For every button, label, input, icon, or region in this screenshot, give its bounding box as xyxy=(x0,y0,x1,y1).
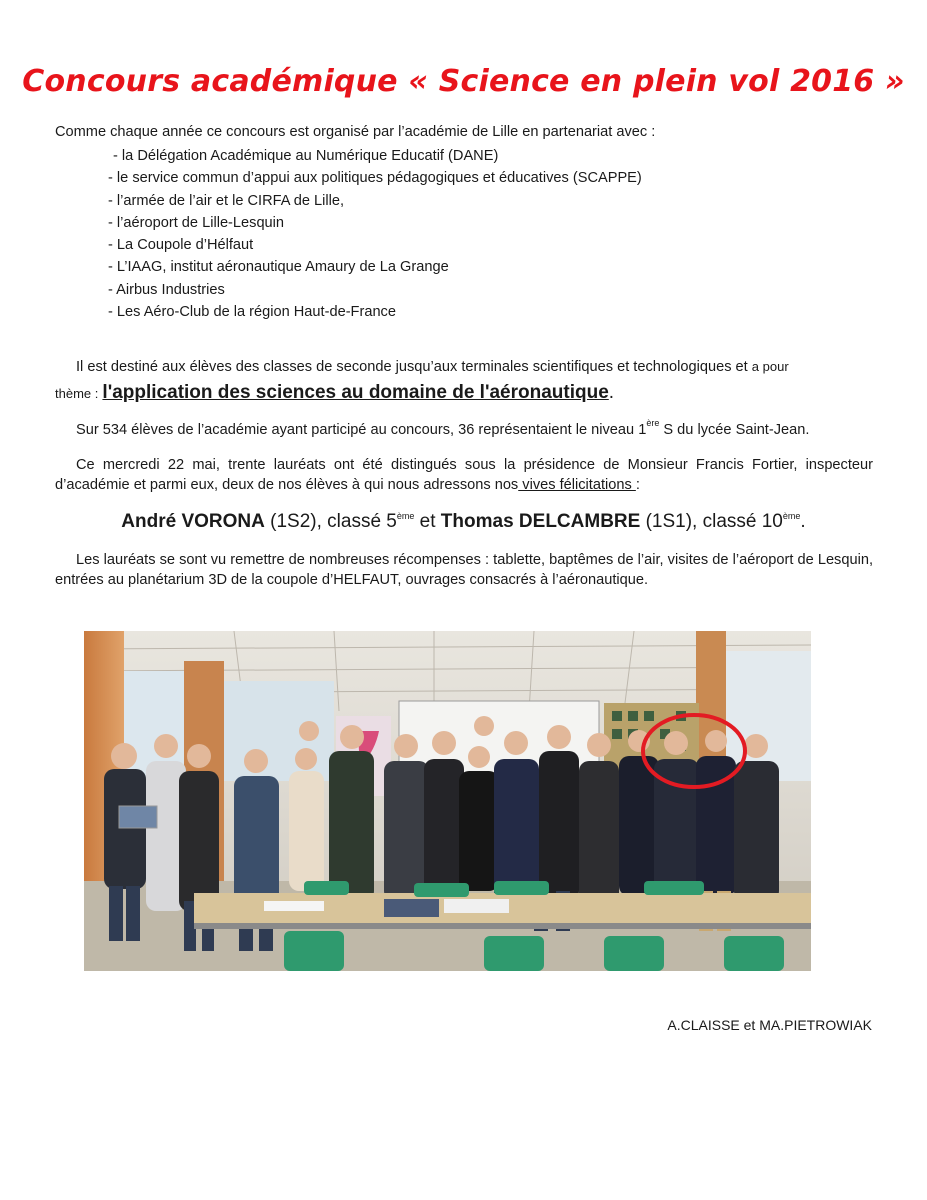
rewards-text: Les lauréats se sont vu remettre de nombreuses récompenses : tablette, baptêmes de l’air, visites de l’aéroport de Lesquin, entrées au planétarium 3D de la coupole d’HELFAUT, ouvrages consacrés à l’aéronautique. xyxy=(55,552,873,588)
winner-2-sup: ème xyxy=(782,511,801,521)
audience-text-small: a pour xyxy=(751,359,789,374)
partner-item: - l’armée de l’air et le CIRFA de Lille, xyxy=(108,192,345,209)
ceremony-text: Ce mercredi 22 mai, trente lauréats ont été distingués sous la présidence de Monsieur Francis Fortier, inspecteur d’académie et parmi eux, deux de nos élèves à qui nous adressons nos xyxy=(55,457,873,493)
partner-list xyxy=(108,146,642,324)
winner-1-name: André VORONA xyxy=(121,511,265,532)
partner-item: - La Coupole d’Hélfaut xyxy=(108,237,254,254)
partner-item: - L’IAAG, institut aéronautique Amaury de La Grange xyxy=(108,259,449,276)
partner-item: - l’aéroport de Lille-Lesquin xyxy=(108,214,285,231)
ceremony-underlined: vives félicitations xyxy=(518,477,636,493)
page-title: Concours académique « Science en plein vol 2016 » xyxy=(22,64,905,99)
group-photo xyxy=(84,631,811,971)
paragraph-audience xyxy=(55,357,873,377)
winner-1-rank: (1S2), classé 5 xyxy=(264,511,397,532)
participants-text-end: S du lycée Saint-Jean. xyxy=(659,422,810,438)
participants-text: Sur 534 élèves de l’académie ayant participé au concours, 36 représentaient le niveau 1 xyxy=(76,422,647,438)
intro-text: Comme chaque année ce concours est organisé par l’académie de Lille en partenariat avec : xyxy=(55,124,656,140)
paragraph-ceremony xyxy=(55,455,873,495)
winners-line xyxy=(0,509,927,535)
theme-highlight: l'application des sciences au domaine de l'aéronautique xyxy=(102,382,609,403)
partner-item: - la Délégation Académique au Numérique Educatif (DANE) xyxy=(113,148,499,164)
audience-text: Il est destiné aux élèves des classes de seconde jusqu’aux terminales scientifiques et technologiques et xyxy=(76,359,748,375)
theme-line xyxy=(55,381,614,406)
ceremony-end: : xyxy=(635,477,640,493)
paragraph-rewards xyxy=(55,550,873,590)
winner-2-rank: (1S1), classé 10 xyxy=(640,511,783,532)
winner-2-name: Thomas DELCAMBRE xyxy=(440,511,641,532)
winner-end: . xyxy=(800,511,806,532)
winner-join: et xyxy=(414,511,441,532)
theme-prefix: thème : xyxy=(55,386,99,401)
partner-item: - le service commun d’appui aux politiques pédagogiques et éducatives (SCAPPE) xyxy=(108,170,642,187)
partner-item: - Airbus Industries xyxy=(108,281,225,298)
winner-1-sup: ème xyxy=(396,511,415,521)
theme-end: . xyxy=(608,382,615,403)
partner-item: - Les Aéro-Club de la région Haut-de-France xyxy=(108,304,396,321)
group-photo-image xyxy=(84,631,811,971)
participants-sup: ère xyxy=(646,418,660,428)
paragraph-participants xyxy=(55,420,873,440)
signature: A.CLAISSE et MA.PIETROWIAK xyxy=(667,1017,872,1033)
